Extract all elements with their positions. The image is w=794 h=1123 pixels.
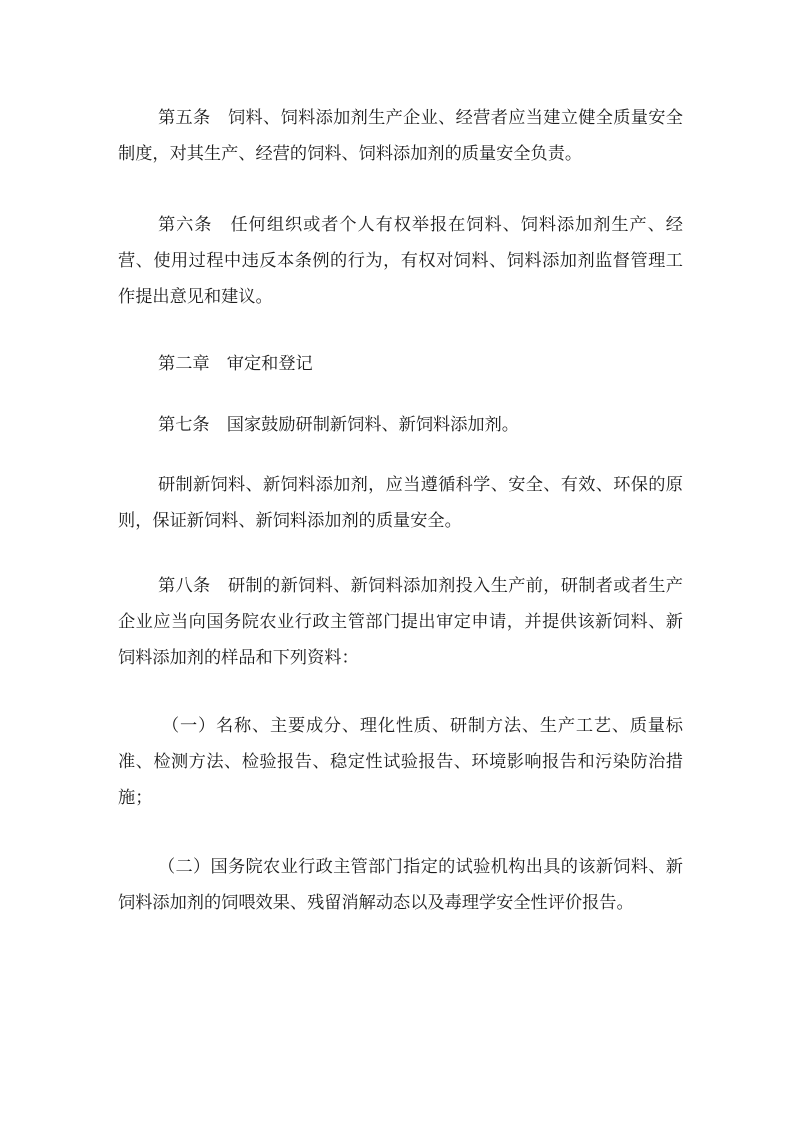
article-8-item-1: （一）名称、主要成分、理化性质、研制方法、生产工艺、质量标准、检测方法、检验报告、稳定性试验报告、环境影响报告和污染防治措施；: [118, 716, 683, 809]
article-7-paragraph: 第七条 国家鼓励研制新饲料、新饲料添加剂。: [158, 415, 519, 435]
chapter-2-heading: 第二章 审定和登记: [158, 354, 313, 374]
article-7-detail-paragraph: 研制新饲料、新饲料添加剂，应当遵循科学、安全、有效、环保的原则，保证新饲料、新饲料添加剂的质量安全。: [118, 475, 683, 532]
article-8-paragraph: 第八条 研制的新饲料、新饲料添加剂投入生产前，研制者或者生产企业应当向国务院农业行政主管部门提出审定申请，并提供该新饲料、新饲料添加剂的样品和下列资料：: [118, 576, 683, 669]
article-5-paragraph: 第五条 饲料、饲料添加剂生产企业、经营者应当建立健全质量安全制度，对其生产、经营的饲料、饲料添加剂的质量安全负责。: [118, 108, 683, 165]
article-8-item-2: （二）国务院农业行政主管部门指定的试验机构出具的该新饲料、新饲料添加剂的饲喂效果、残留消解动态以及毒理学安全性评价报告。: [118, 857, 683, 914]
article-6-paragraph: 第六条 任何组织或者个人有权举报在饲料、饲料添加剂生产、经营、使用过程中违反本条例的行为，有权对饲料、饲料添加剂监督管理工作提出意见和建议。: [118, 215, 683, 308]
